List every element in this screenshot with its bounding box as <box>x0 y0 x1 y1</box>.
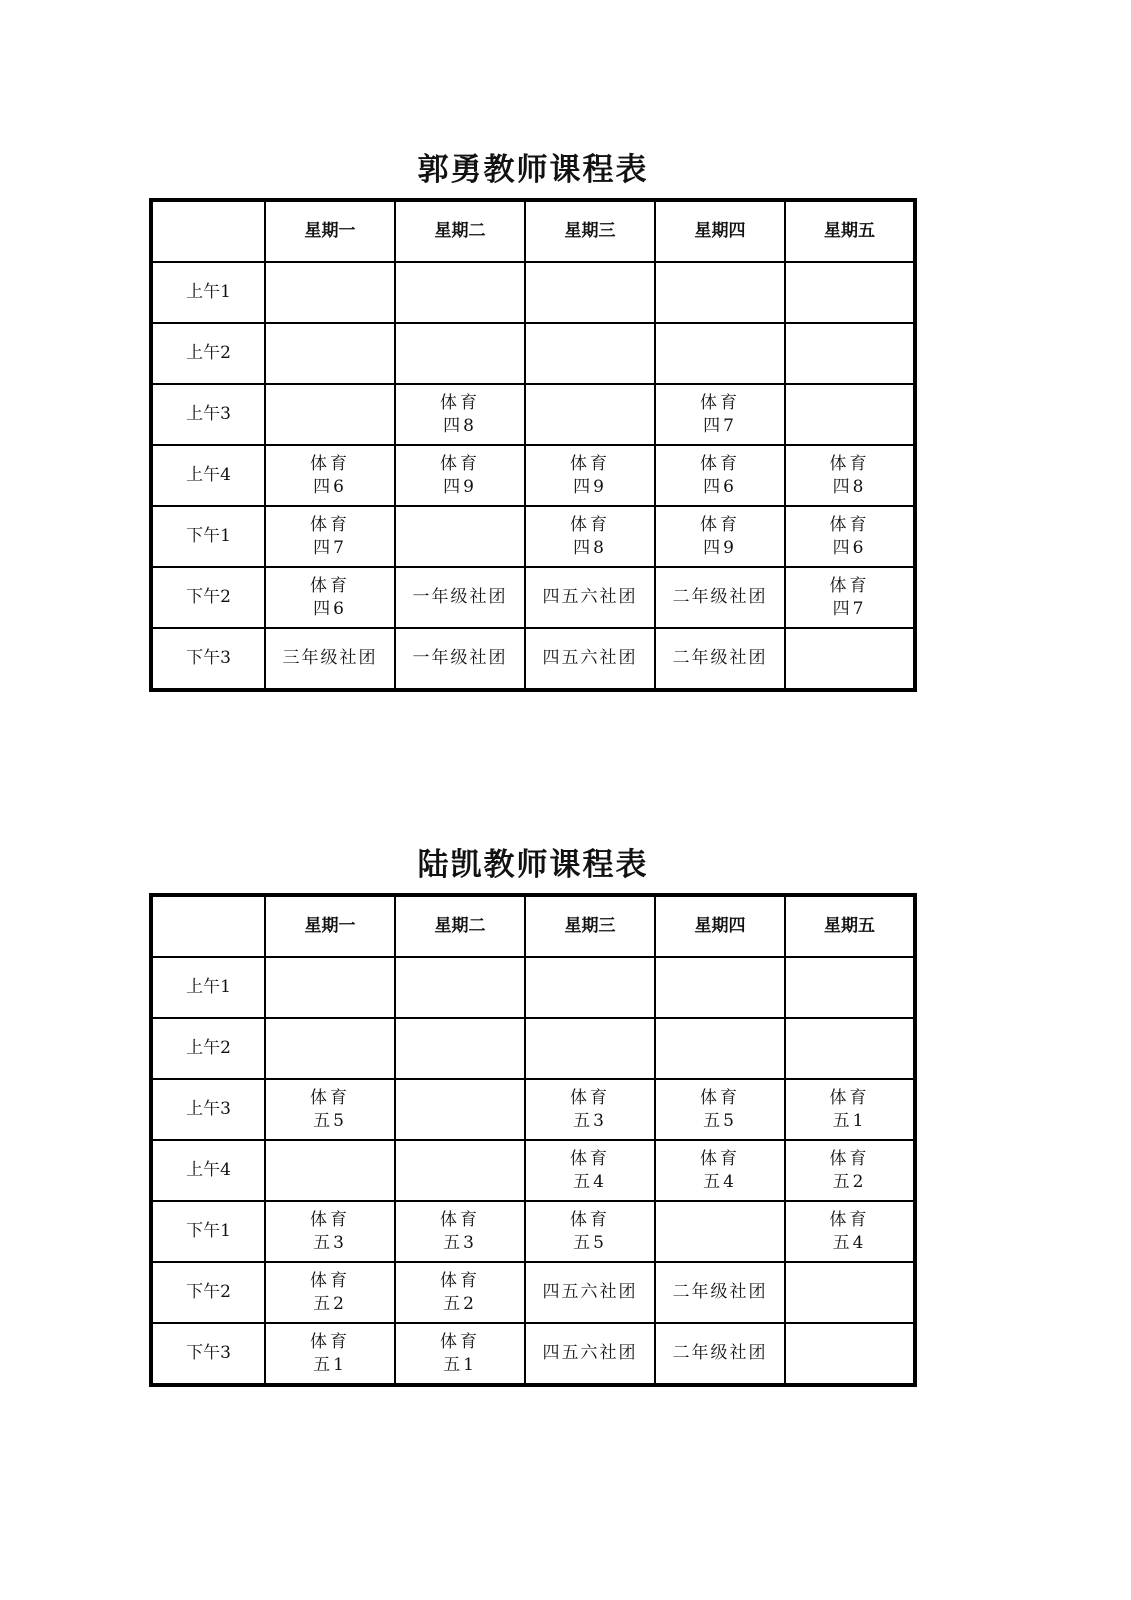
club-text: 二年级社团 <box>672 1282 768 1302</box>
day-header: 星期二 <box>395 895 525 957</box>
class-cell <box>785 628 915 690</box>
subject-text: 体育 <box>310 1209 350 1230</box>
club-text: 二年级社团 <box>672 648 768 668</box>
subject-text: 体育 <box>700 453 740 474</box>
subject-text: 体育 <box>570 453 610 474</box>
class-cell <box>525 384 655 445</box>
subject-text: 体育 <box>700 392 740 413</box>
club-text: 四五六社团 <box>542 1282 638 1302</box>
period-label: 下午3 <box>151 1323 265 1385</box>
day-header: 星期四 <box>655 200 785 262</box>
class-cell <box>265 1262 395 1323</box>
period-row <box>151 957 915 1018</box>
class-cell <box>265 384 395 445</box>
period-row <box>151 384 915 445</box>
class-cell <box>655 323 785 384</box>
class-cell <box>395 1140 525 1201</box>
class-name-text: 四9 <box>443 476 477 497</box>
class-cell <box>395 384 525 445</box>
day-header: 星期二 <box>395 200 525 262</box>
class-cell <box>785 262 915 323</box>
period-row <box>151 262 915 323</box>
day-header: 星期一 <box>265 200 395 262</box>
class-cell <box>655 384 785 445</box>
class-name-text: 四8 <box>832 476 867 497</box>
subject-text: 体育 <box>310 1270 350 1291</box>
class-cell <box>785 1262 915 1323</box>
class-cell <box>265 567 395 628</box>
class-cell <box>395 262 525 323</box>
subject-text: 体育 <box>829 453 870 474</box>
subject-text: 体育 <box>700 514 740 535</box>
subject-text: 体育 <box>310 1331 350 1352</box>
class-cell <box>655 1079 785 1140</box>
class-cell <box>525 1262 655 1323</box>
class-cell <box>265 323 395 384</box>
period-label: 上午4 <box>151 1140 265 1201</box>
period-label: 下午2 <box>151 1262 265 1323</box>
subject-text: 体育 <box>310 575 350 596</box>
class-cell <box>785 323 915 384</box>
period-row <box>151 1262 915 1323</box>
class-cell <box>395 957 525 1018</box>
class-name-text: 四9 <box>573 476 607 497</box>
period-row <box>151 567 915 628</box>
header-row <box>151 895 915 957</box>
class-cell <box>525 1079 655 1140</box>
class-cell <box>785 384 915 445</box>
class-name-text: 四7 <box>313 537 347 558</box>
day-header: 星期五 <box>785 895 915 957</box>
class-name-text: 五4 <box>573 1171 607 1192</box>
class-cell <box>525 628 655 690</box>
period-row <box>151 506 915 567</box>
class-cell <box>525 262 655 323</box>
class-cell <box>265 1079 395 1140</box>
class-cell <box>395 1201 525 1262</box>
period-row <box>151 1323 915 1385</box>
subject-text: 体育 <box>440 1331 480 1352</box>
class-name-text: 四6 <box>313 476 347 497</box>
period-row <box>151 1079 915 1140</box>
class-cell <box>785 1201 915 1262</box>
period-row <box>151 1201 915 1262</box>
class-cell <box>395 1323 525 1385</box>
schedule-title: 陆凯教师课程表 <box>417 847 649 883</box>
class-cell <box>525 957 655 1018</box>
class-cell <box>525 1018 655 1079</box>
day-header: 星期三 <box>525 200 655 262</box>
class-cell <box>655 1201 785 1262</box>
period-label: 上午2 <box>151 1018 265 1079</box>
club-text: 四五六社团 <box>542 1343 638 1363</box>
class-cell <box>395 1262 525 1323</box>
subject-text: 体育 <box>829 514 870 535</box>
class-cell <box>655 506 785 567</box>
period-row <box>151 445 915 506</box>
period-label: 上午1 <box>151 957 265 1018</box>
class-cell <box>655 1140 785 1201</box>
corner-cell <box>151 200 265 262</box>
subject-text: 体育 <box>440 1209 480 1230</box>
class-name-text: 四6 <box>832 537 867 558</box>
timetable <box>149 198 917 692</box>
class-name-text: 五5 <box>573 1232 607 1253</box>
club-text: 一年级社团 <box>412 587 508 607</box>
class-cell <box>785 445 915 506</box>
club-text: 一年级社团 <box>412 648 508 668</box>
class-cell <box>265 628 395 690</box>
class-cell <box>785 957 915 1018</box>
period-label: 上午1 <box>151 262 265 323</box>
class-name-text: 五5 <box>703 1110 737 1131</box>
class-cell <box>655 957 785 1018</box>
class-cell <box>655 1018 785 1079</box>
period-label: 下午3 <box>151 628 265 690</box>
class-name-text: 四8 <box>443 415 477 436</box>
class-name-text: 五3 <box>313 1232 347 1253</box>
period-label: 上午3 <box>151 1079 265 1140</box>
schedule-title: 郭勇教师课程表 <box>417 152 649 188</box>
class-cell <box>525 1140 655 1201</box>
subject-text: 体育 <box>570 1209 610 1230</box>
class-cell <box>525 1323 655 1385</box>
club-text: 四五六社团 <box>542 587 638 607</box>
class-name-text: 五2 <box>443 1293 477 1314</box>
class-cell <box>525 323 655 384</box>
day-header: 星期三 <box>525 895 655 957</box>
class-cell <box>655 1262 785 1323</box>
club-text: 三年级社团 <box>282 648 378 668</box>
class-name-text: 五2 <box>832 1171 867 1192</box>
class-cell <box>265 1018 395 1079</box>
timetable <box>149 893 917 1387</box>
class-name-text: 四6 <box>313 598 347 619</box>
schedule-guo-yong <box>149 143 917 692</box>
class-cell <box>265 262 395 323</box>
class-name-text: 五5 <box>313 1110 347 1131</box>
day-header: 星期一 <box>265 895 395 957</box>
class-cell <box>785 1079 915 1140</box>
class-cell <box>265 506 395 567</box>
subject-text: 体育 <box>440 392 480 413</box>
class-cell <box>395 628 525 690</box>
class-cell <box>395 1018 525 1079</box>
period-row <box>151 628 915 690</box>
subject-text: 体育 <box>700 1148 740 1169</box>
class-cell <box>265 1140 395 1201</box>
class-cell <box>785 506 915 567</box>
class-cell <box>785 1018 915 1079</box>
period-row <box>151 1018 915 1079</box>
class-cell <box>655 567 785 628</box>
club-text: 二年级社团 <box>672 1343 768 1363</box>
subject-text: 体育 <box>310 514 350 535</box>
class-cell <box>785 567 915 628</box>
class-cell <box>785 1140 915 1201</box>
subject-text: 体育 <box>829 1209 870 1230</box>
class-cell <box>265 445 395 506</box>
period-label: 下午1 <box>151 506 265 567</box>
header-row <box>151 200 915 262</box>
class-cell <box>395 567 525 628</box>
class-cell <box>395 506 525 567</box>
class-cell <box>525 567 655 628</box>
class-cell <box>785 1323 915 1385</box>
class-name-text: 五2 <box>313 1293 347 1314</box>
class-name-text: 五1 <box>443 1354 477 1375</box>
class-name-text: 四8 <box>573 537 607 558</box>
class-cell <box>265 1323 395 1385</box>
class-name-text: 四9 <box>703 537 737 558</box>
subject-text: 体育 <box>829 1087 870 1108</box>
class-cell <box>525 445 655 506</box>
class-cell <box>655 628 785 690</box>
subject-text: 体育 <box>570 514 610 535</box>
period-row <box>151 1140 915 1201</box>
class-name-text: 五4 <box>703 1171 737 1192</box>
period-label: 下午2 <box>151 567 265 628</box>
subject-text: 体育 <box>570 1087 610 1108</box>
class-cell <box>525 1201 655 1262</box>
class-name-text: 五3 <box>443 1232 477 1253</box>
period-row <box>151 323 915 384</box>
class-cell <box>395 445 525 506</box>
class-cell <box>525 506 655 567</box>
class-name-text: 四6 <box>703 476 737 497</box>
club-text: 四五六社团 <box>542 648 638 668</box>
class-name-text: 四7 <box>832 598 867 619</box>
subject-text: 体育 <box>829 575 870 596</box>
subject-text: 体育 <box>310 1087 350 1108</box>
subject-text: 体育 <box>829 1148 870 1169</box>
subject-text: 体育 <box>310 453 350 474</box>
class-cell <box>655 262 785 323</box>
day-header: 星期四 <box>655 895 785 957</box>
club-text: 二年级社团 <box>672 587 768 607</box>
day-header: 星期五 <box>785 200 915 262</box>
class-cell <box>655 1323 785 1385</box>
subject-text: 体育 <box>440 453 480 474</box>
period-label: 上午4 <box>151 445 265 506</box>
period-label: 上午3 <box>151 384 265 445</box>
subject-text: 体育 <box>440 1270 480 1291</box>
class-cell <box>395 1079 525 1140</box>
class-cell <box>655 445 785 506</box>
class-name-text: 五1 <box>832 1110 867 1131</box>
class-cell <box>265 1201 395 1262</box>
period-label: 上午2 <box>151 323 265 384</box>
class-name-text: 五1 <box>313 1354 347 1375</box>
class-name-text: 五4 <box>832 1232 867 1253</box>
subject-text: 体育 <box>570 1148 610 1169</box>
subject-text: 体育 <box>700 1087 740 1108</box>
class-name-text: 四7 <box>703 415 737 436</box>
class-cell <box>395 323 525 384</box>
class-cell <box>265 957 395 1018</box>
schedule-lu-kai <box>149 838 917 1387</box>
corner-cell <box>151 895 265 957</box>
period-label: 下午1 <box>151 1201 265 1262</box>
class-name-text: 五3 <box>573 1110 607 1131</box>
